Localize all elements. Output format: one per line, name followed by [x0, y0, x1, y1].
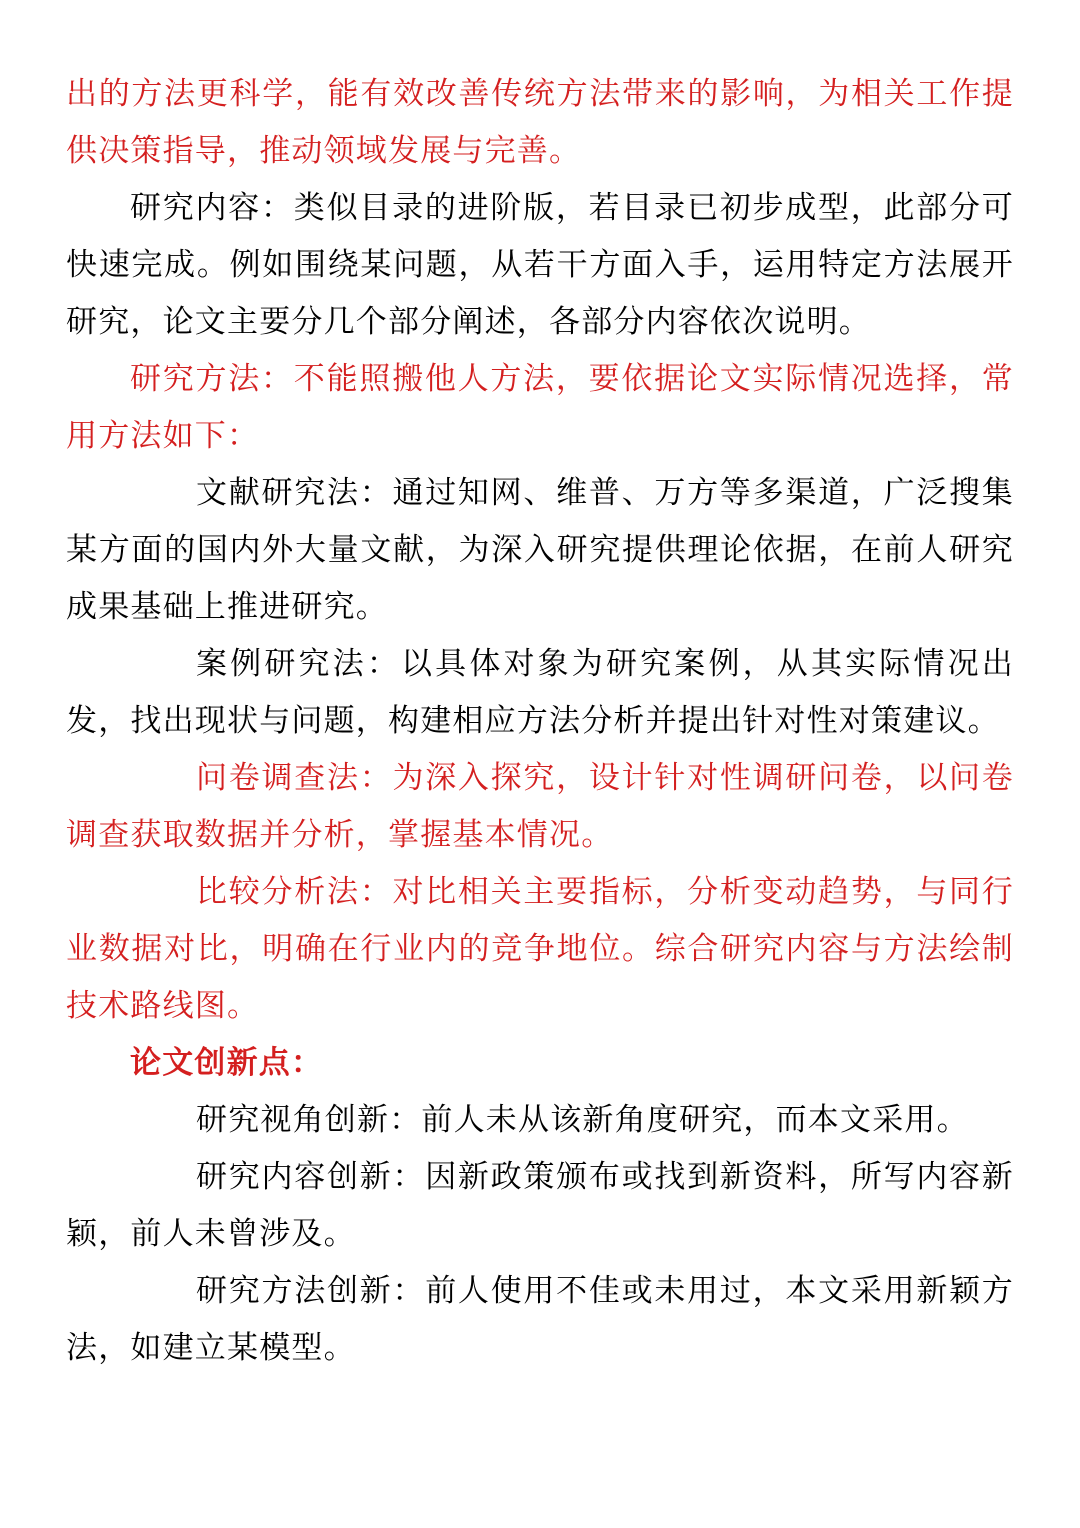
research-content-paragraph: 研究内容：类似目录的进阶版，若目录已初步成型，此部分可快速完成。例如围绕某问题，从若干方面入手，运用特定方法展开研究，论文主要分几个部分阐述，各部分内容依次说明。 — [66, 190, 1014, 340]
research-methods-paragraph: 研究方法：不能照搬他人方法，要依据论文实际情况选择，常用方法如下： — [66, 361, 1014, 454]
method-innovation-paragraph: 研究方法创新：前人使用不佳或未用过，本文采用新颖方法，如建立某模型。 — [66, 1273, 1014, 1366]
literature-method-paragraph: 文献研究法：通过知网、维普、万方等多渠道，广泛搜集某方面的国内外大量文献，为深入研究提供理论依据，在前人研究成果基础上推进研究。 — [66, 475, 1014, 625]
document-body — [66, 66, 1014, 1377]
innovation-heading: 论文创新点： — [130, 1045, 324, 1081]
comparative-method-paragraph: 比较分析法：对比相关主要指标，分析变动趋势，与同行业数据对比，明确在行业内的竞争地位。综合研究内容与方法绘制技术路线图。 — [66, 874, 1014, 1024]
content-innovation-paragraph: 研究内容创新：因新政策颁布或找到新资料，所写内容新颖，前人未曾涉及。 — [66, 1159, 1014, 1252]
questionnaire-method-paragraph: 问卷调查法：为深入探究，设计针对性调研问卷，以问卷调查获取数据并分析，掌握基本情况。 — [66, 760, 1014, 853]
intro-tail-paragraph: 出的方法更科学，能有效改善传统方法带来的影响，为相关工作提供决策指导，推动领域发展与完善。 — [66, 76, 1014, 169]
perspective-innovation-paragraph: 研究视角创新：前人未从该新角度研究，而本文采用。 — [196, 1102, 969, 1138]
case-method-paragraph: 案例研究法：以具体对象为研究案例，从其实际情况出发，找出现状与问题，构建相应方法分析并提出针对性对策建议。 — [66, 646, 1014, 739]
